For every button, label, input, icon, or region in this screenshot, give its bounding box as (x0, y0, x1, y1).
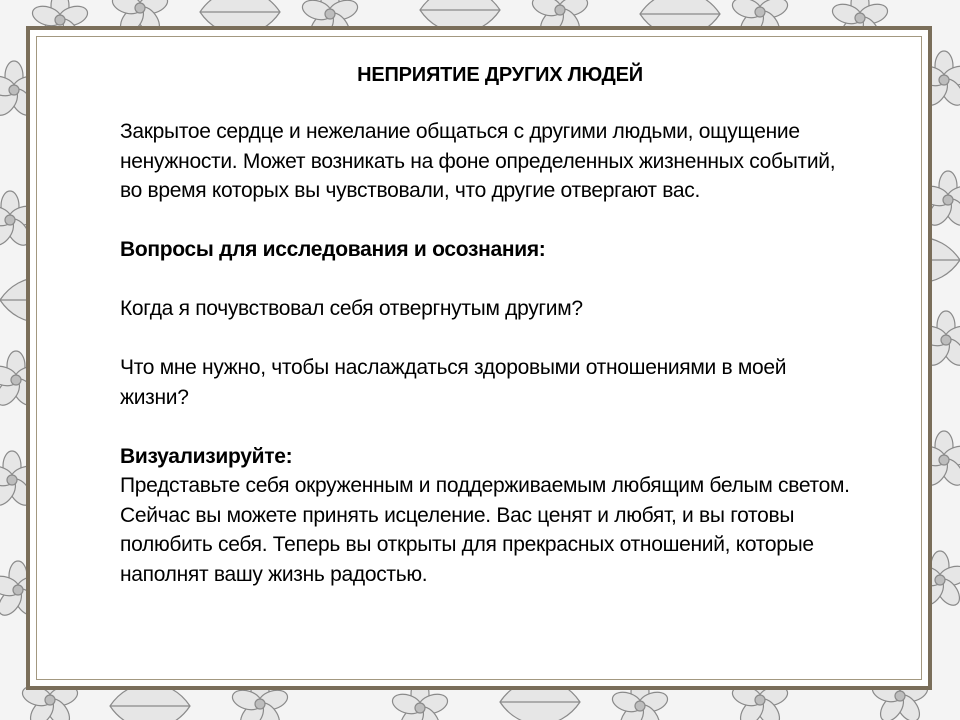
slide-title: НЕПРИЯТИЕ ДРУГИХ ЛЮДЕЙ (357, 64, 643, 86)
visualize-paragraph: Представьте себя окруженным и поддерживаемым любящим белым светом. Сейчас вы можете принять исцеление. Вас ценят и любят, и вы готовы полюбить себя. Теперь вы открыты для прекрасных отношений, которые наполнят вашу жизнь радостью. (120, 474, 850, 586)
question-1: Когда я почувствовал себя отвергнутым другим? (120, 297, 583, 320)
visualize-heading: Визуализируйте: (120, 444, 293, 468)
question-2: Что мне нужно, чтобы наслаждаться здоровыми отношениями в моей жизни? (120, 356, 787, 409)
questions-heading: Вопросы для исследования и осознания: (120, 238, 546, 261)
description-paragraph: Закрытое сердце и нежелание общаться с другими людьми, ощущение ненужности. Может возникать на фоне определенных жизненных событий, во время которых вы чувствовали, что другие отвергают вас. (120, 120, 836, 202)
slide-content (120, 64, 860, 589)
